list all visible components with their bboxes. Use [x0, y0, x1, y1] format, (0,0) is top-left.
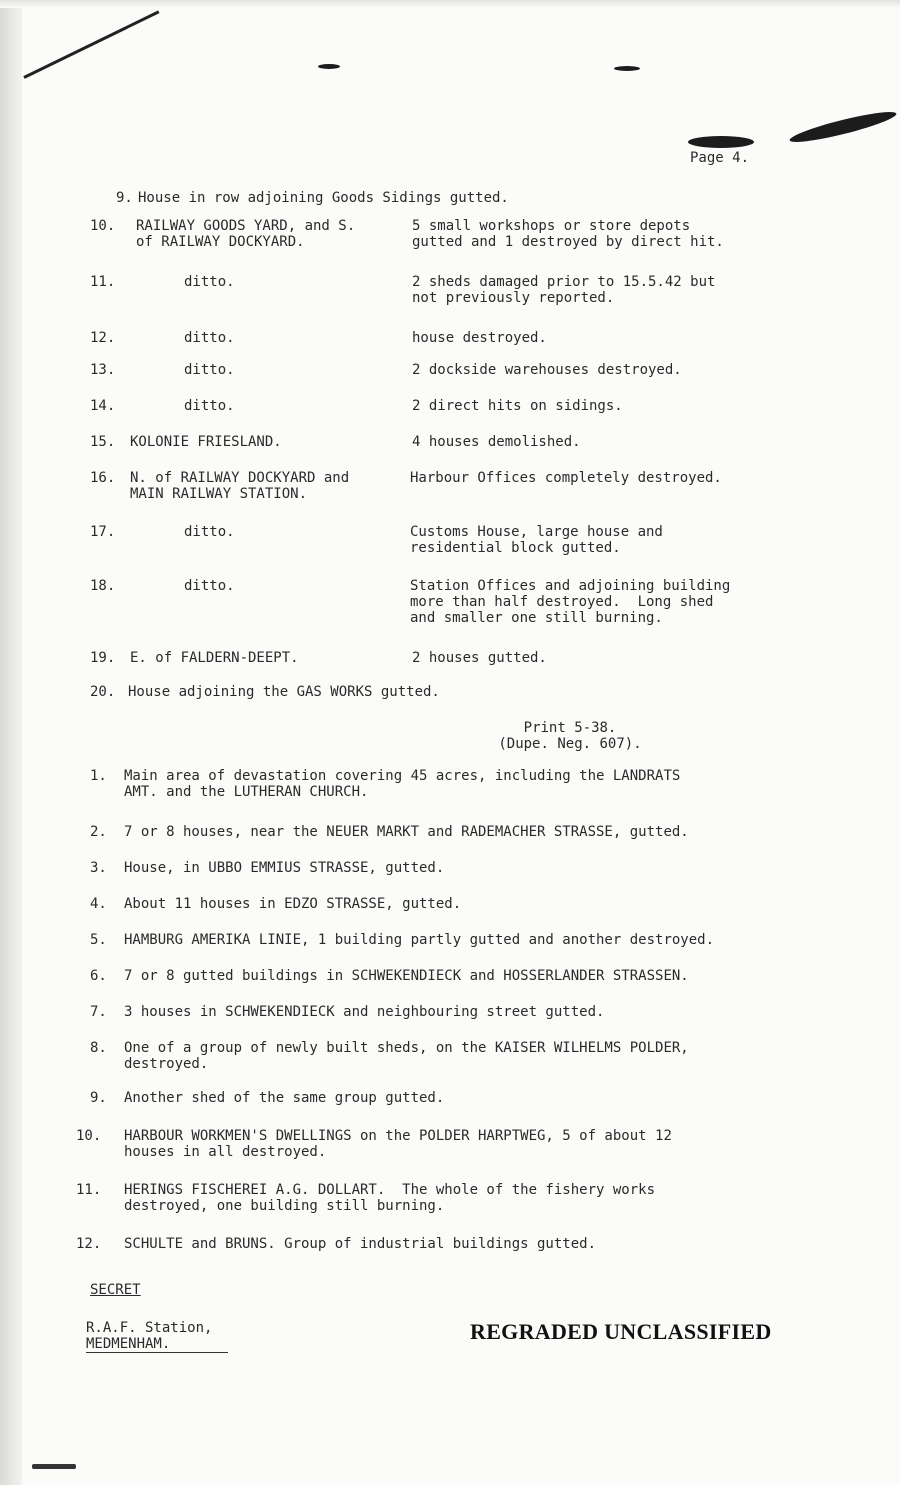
item-number: 12.: [90, 330, 116, 346]
print-item-number: 4.: [90, 896, 107, 912]
item-location: RAILWAY GOODS YARD, and S. of RAILWAY DOCKYARD.: [136, 218, 356, 250]
item-description: 2 direct hits on sidings.: [412, 398, 623, 414]
print-item-number: 3.: [90, 860, 107, 876]
print-item-text: Main area of devastation covering 45 acres, including the LANDRATS AMT. and the LUTHERAN CHURCH.: [124, 768, 681, 800]
print-heading: [490, 720, 650, 752]
ink-smudge-top-center: [318, 64, 340, 69]
item-description: 2 dockside warehouses destroyed.: [412, 362, 682, 378]
item-location: ditto.: [184, 330, 235, 346]
item-location: E. of FALDERN-DEEPT.: [130, 650, 299, 666]
ink-smudge-page-label: [688, 136, 754, 148]
print-heading-negative: (Dupe. Neg. 607).: [498, 736, 642, 752]
item-description: 4 houses demolished.: [412, 434, 581, 450]
item-location: N. of RAILWAY DOCKYARD and MAIN RAILWAY STATION.: [130, 470, 350, 502]
print-item-text: House, in UBBO EMMIUS STRASSE, gutted.: [124, 860, 445, 876]
item-number: 18.: [90, 578, 116, 594]
bottom-edge-mark: [32, 1464, 76, 1469]
address-underline: [86, 1352, 228, 1353]
item-number: 14.: [90, 398, 116, 414]
print-item-number: 9.: [90, 1090, 107, 1106]
item-description: House adjoining the GAS WORKS gutted.: [128, 684, 440, 700]
print-item-number: 12.: [76, 1236, 102, 1252]
print-item-number: 11.: [76, 1182, 102, 1198]
item-description: 5 small workshops or store depots gutted and 1 destroyed by direct hit.: [412, 218, 724, 250]
item-location: ditto.: [184, 398, 235, 414]
page-label: Page 4.: [690, 150, 750, 166]
item-description: house destroyed.: [412, 330, 547, 346]
item-description: 2 houses gutted.: [412, 650, 547, 666]
item-number: 19.: [90, 650, 116, 666]
print-item-number: 8.: [90, 1040, 107, 1056]
item-location: KOLONIE FRIESLAND.: [130, 434, 282, 450]
print-item-number: 2.: [90, 824, 107, 840]
item-number: 17.: [90, 524, 116, 540]
print-item-text: 3 houses in SCHWEKENDIECK and neighbouring street gutted.: [124, 1004, 605, 1020]
item-location: ditto.: [184, 578, 235, 594]
corner-pen-mark: [23, 10, 159, 78]
item-description: 2 sheds damaged prior to 15.5.42 but not previously reported.: [412, 274, 716, 306]
item-number: 20.: [90, 684, 116, 700]
item-number: 11.: [90, 274, 116, 290]
item-location: ditto.: [184, 362, 235, 378]
item-description: House in row adjoining Goods Sidings gutted.: [138, 190, 509, 206]
print-item-number: 1.: [90, 768, 107, 784]
scan-edge-top: [0, 0, 900, 8]
item-description: Station Offices and adjoining building more than half destroyed. Long shed and smaller one still burning.: [410, 578, 731, 626]
ink-smudge-top-right-small: [614, 66, 640, 71]
print-item-text: SCHULTE and BRUNS. Group of industrial buildings gutted.: [124, 1236, 597, 1252]
ink-smudge-top-right: [788, 107, 898, 147]
item-description: Harbour Offices completely destroyed.: [410, 470, 722, 486]
scan-edge-left: [0, 0, 22, 1485]
item-number: 15.: [90, 434, 116, 450]
item-number: 16.: [90, 470, 116, 486]
security-marking: SECRET: [90, 1282, 141, 1298]
print-item-number: 6.: [90, 968, 107, 984]
print-heading-title: Print 5-38.: [523, 720, 617, 736]
print-item-number: 7.: [90, 1004, 107, 1020]
station-location: MEDMENHAM.: [86, 1336, 171, 1352]
print-item-text: One of a group of newly built sheds, on the KAISER WILHELMS POLDER, destroyed.: [124, 1040, 689, 1072]
print-item-text: HARBOUR WORKMEN'S DWELLINGS on the POLDER HARPTWEG, 5 of about 12 houses in all destroyed.: [124, 1128, 672, 1160]
print-item-number: 10.: [76, 1128, 102, 1144]
print-item-number: 5.: [90, 932, 107, 948]
print-item-text: HERINGS FISCHEREI A.G. DOLLART. The whole of the fishery works destroyed, one building still burning.: [124, 1182, 656, 1214]
item-number: 10.: [90, 218, 116, 234]
item-number: 9.: [116, 190, 133, 206]
print-item-text: HAMBURG AMERIKA LINIE, 1 building partly gutted and another destroyed.: [124, 932, 715, 948]
regraded-stamp: REGRADED UNCLASSIFIED: [470, 1319, 772, 1344]
print-item-text: About 11 houses in EDZO STRASSE, gutted.: [124, 896, 462, 912]
station-address: [86, 1320, 212, 1352]
item-location: ditto.: [184, 274, 235, 290]
item-description: Customs House, large house and residential block gutted.: [410, 524, 663, 556]
item-location: ditto.: [184, 524, 235, 540]
item-number: 13.: [90, 362, 116, 378]
station-name: R.A.F. Station,: [86, 1320, 213, 1336]
print-item-text: 7 or 8 houses, near the NEUER MARKT and RADEMACHER STRASSE, gutted.: [124, 824, 689, 840]
print-item-text: 7 or 8 gutted buildings in SCHWEKENDIECK and HOSSERLANDER STRASSEN.: [124, 968, 689, 984]
print-item-text: Another shed of the same group gutted.: [124, 1090, 445, 1106]
